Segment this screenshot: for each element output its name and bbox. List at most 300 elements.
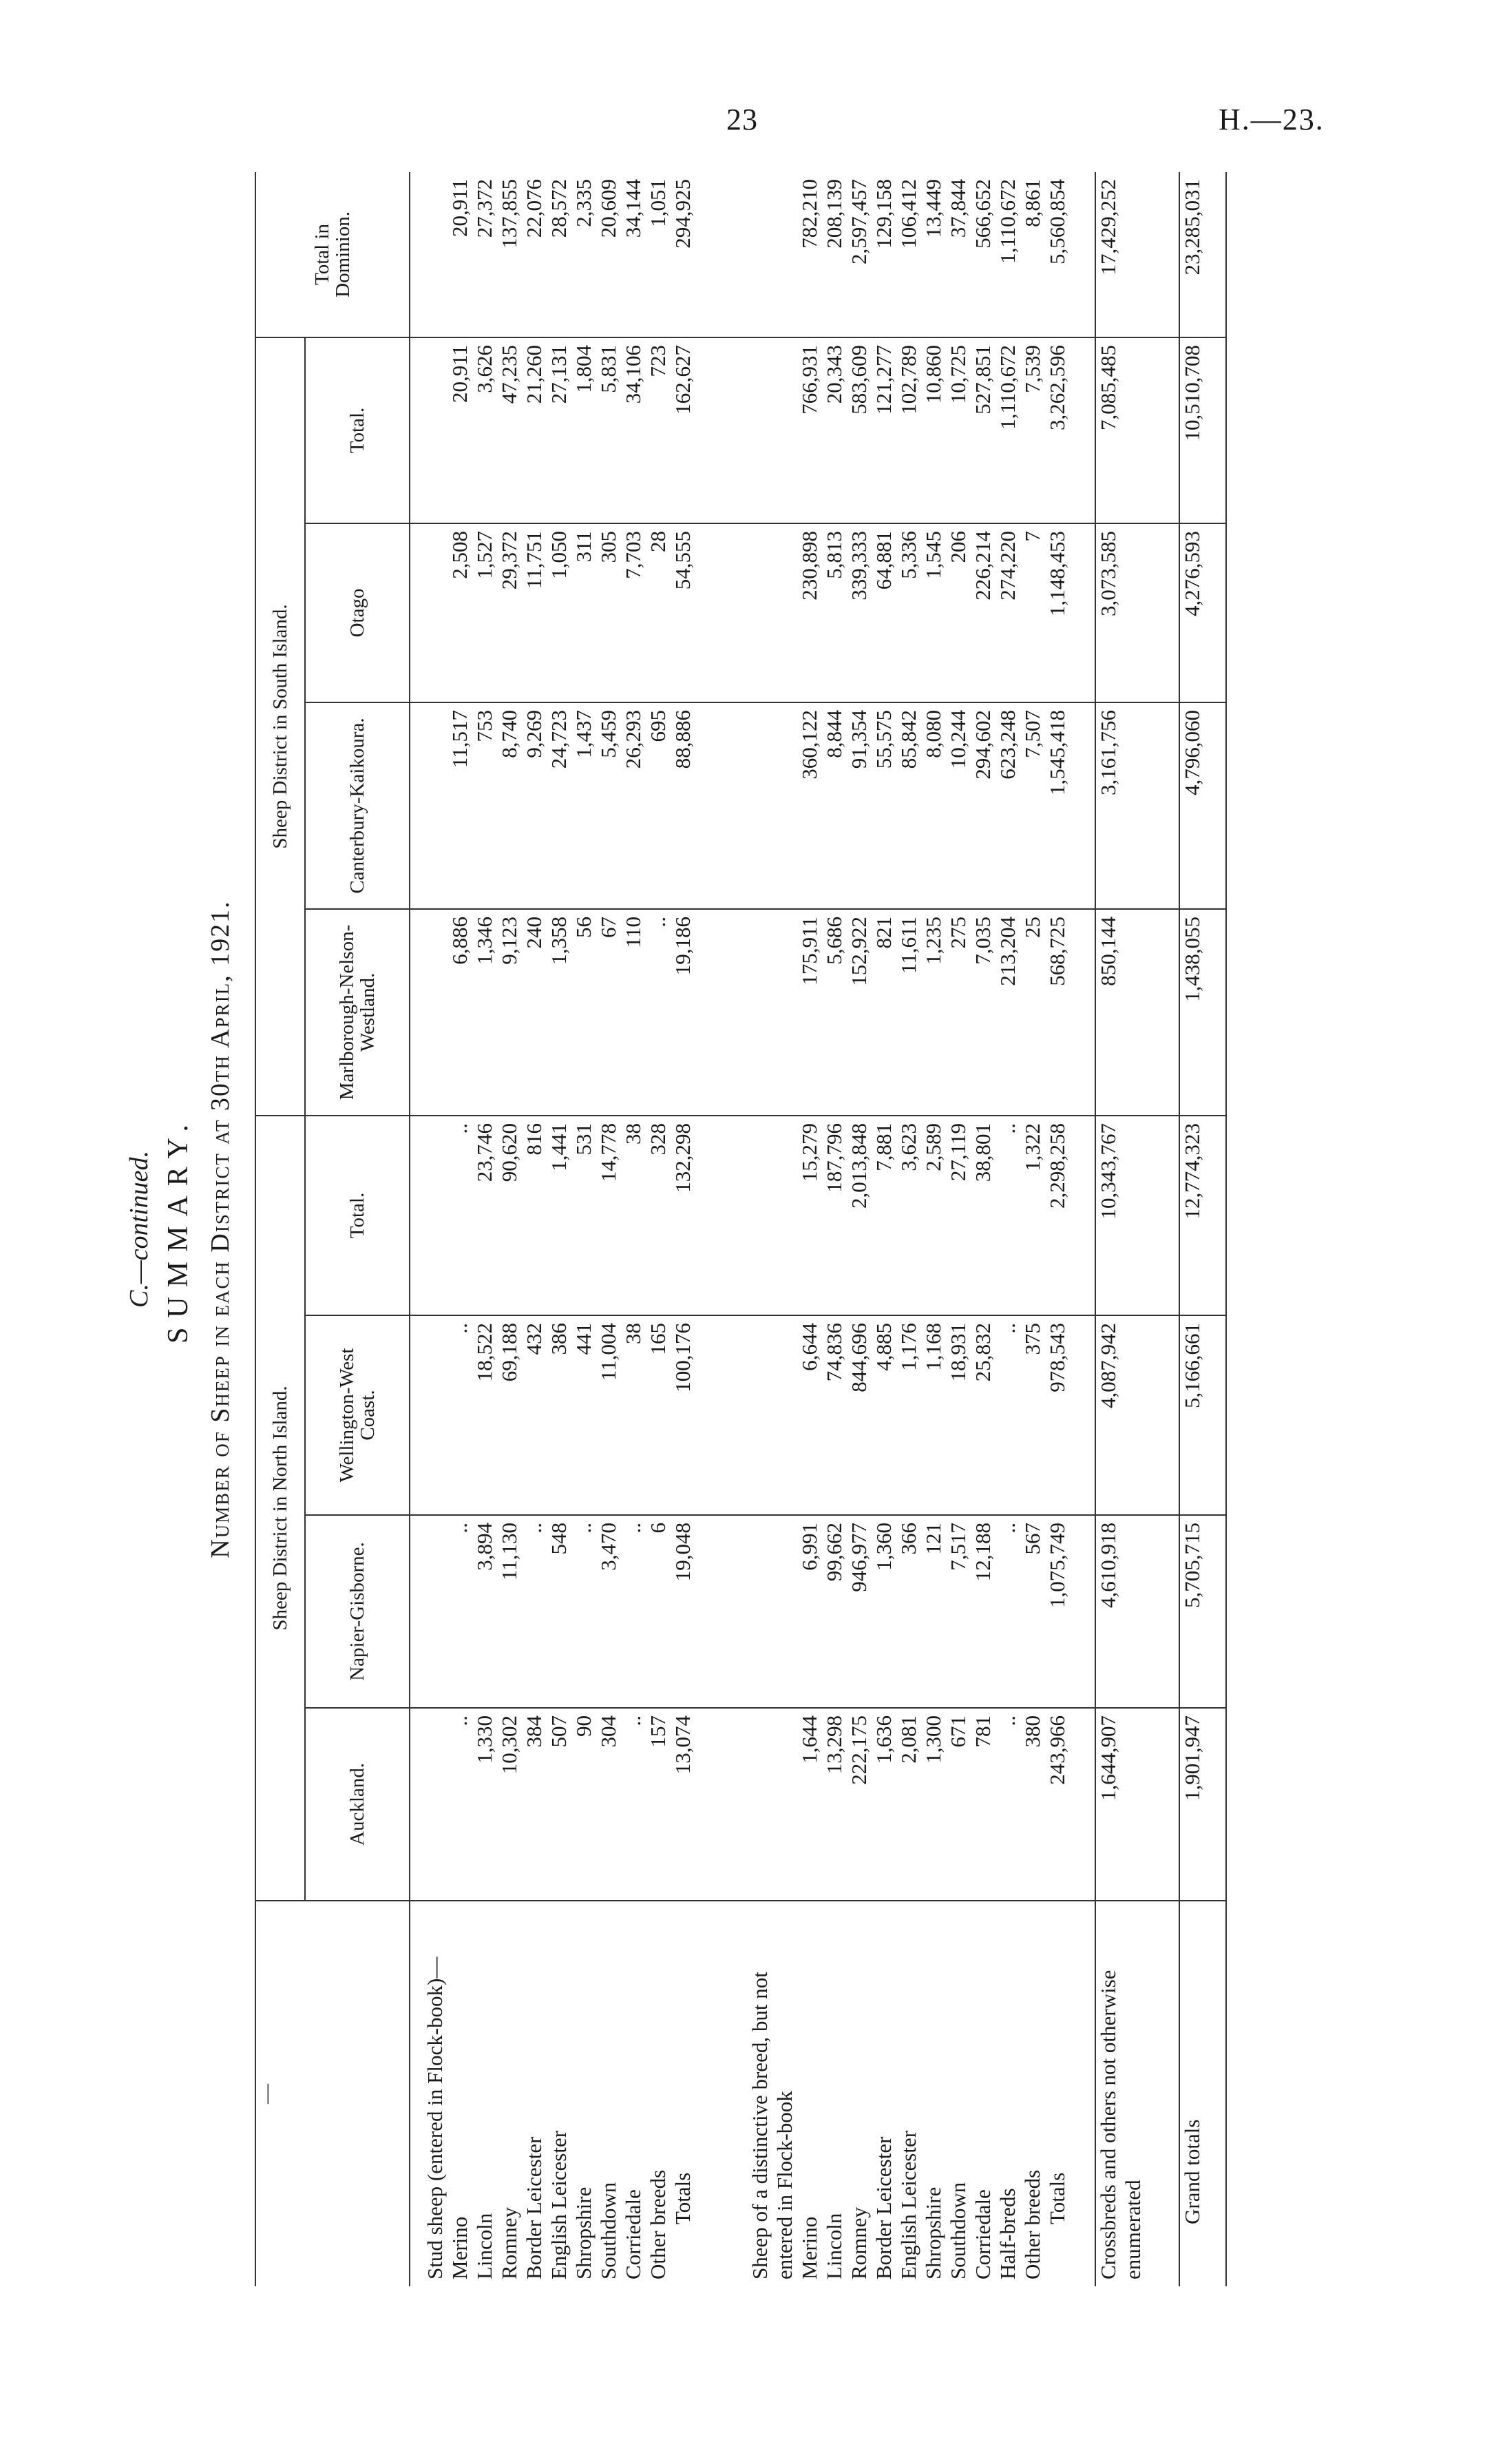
cell-value: 6 bbox=[646, 1515, 671, 1708]
distinct-row bbox=[921, 172, 946, 2286]
cell-value: 723 bbox=[646, 337, 671, 523]
cell-value: 1,051 bbox=[646, 172, 671, 337]
row-label: Other breeds bbox=[1020, 2169, 1044, 2279]
cell-value: 106,412 bbox=[896, 172, 921, 337]
cell-value: 243,966 bbox=[1045, 1708, 1095, 1901]
cell-value: 21,260 bbox=[522, 337, 547, 523]
cell-value: 10,302 bbox=[497, 1708, 522, 1901]
cell-value: 9,269 bbox=[522, 702, 547, 909]
cell-value: 28,572 bbox=[547, 172, 571, 337]
cell-value: .. bbox=[995, 1116, 1020, 1315]
cell-value: 85,842 bbox=[896, 702, 921, 909]
spacer-row bbox=[720, 172, 748, 2286]
column-header-1: Napier-Gisborne. bbox=[305, 1515, 410, 1708]
row-label: Shropshire bbox=[921, 2186, 945, 2279]
distinct-row bbox=[995, 172, 1020, 2286]
cell-value: 360,122 bbox=[797, 702, 822, 909]
cell-value: 6,644 bbox=[797, 1315, 822, 1515]
empty-cell bbox=[720, 1708, 748, 1901]
cell-value: 305 bbox=[596, 523, 621, 702]
row-label: Grand totals bbox=[1180, 2119, 1204, 2224]
cell-value: 8,861 bbox=[1020, 172, 1045, 337]
cell-value: 623,248 bbox=[995, 702, 1020, 909]
north-island-group-header: Sheep District in North Island. bbox=[255, 1116, 305, 1901]
cell-value: 20,609 bbox=[596, 172, 621, 337]
cell-value: 5,686 bbox=[822, 909, 847, 1116]
cell-value: 781 bbox=[971, 1708, 995, 1901]
row-label: Merino bbox=[797, 2216, 821, 2279]
cell-value: 978,543 bbox=[1045, 1315, 1095, 1515]
empty-cell bbox=[410, 702, 423, 909]
empty-cell bbox=[410, 1116, 423, 1315]
cell-value: 567 bbox=[1020, 1515, 1045, 1708]
cell-value: 13,074 bbox=[671, 1708, 720, 1901]
cell-value: 7,507 bbox=[1020, 702, 1045, 909]
cell-value: 304 bbox=[596, 1708, 621, 1901]
cell-value: 328 bbox=[646, 1116, 671, 1315]
cell-value: 12,774,323 bbox=[1179, 1116, 1226, 1315]
cell-value: 1,644 bbox=[797, 1708, 822, 1901]
cell-value: 4,796,060 bbox=[1179, 702, 1226, 909]
cell-value: 507 bbox=[547, 1708, 571, 1901]
empty-cell bbox=[748, 1116, 797, 1315]
row-label bbox=[410, 1901, 423, 2286]
row-label: Southdown bbox=[596, 2182, 620, 2279]
row-label: Border Leicester bbox=[872, 2136, 896, 2279]
cell-value: 782,210 bbox=[797, 172, 822, 337]
cell-value: 7,517 bbox=[946, 1515, 971, 1708]
empty-cell bbox=[423, 702, 447, 909]
cell-value: .. bbox=[447, 1708, 472, 1901]
cell-value: 531 bbox=[571, 1116, 596, 1315]
cell-value: 275 bbox=[946, 909, 971, 1116]
cell-value: .. bbox=[646, 909, 671, 1116]
cell-value: 11,130 bbox=[497, 1515, 522, 1708]
cell-value: 4,885 bbox=[872, 1315, 896, 1515]
south-island-group-header: Sheep District in South Island. bbox=[255, 337, 305, 1116]
cell-value: 1,360 bbox=[872, 1515, 896, 1708]
cell-value: 34,144 bbox=[621, 172, 646, 337]
cell-value: 74,836 bbox=[822, 1315, 847, 1515]
cell-value: 384 bbox=[522, 1708, 547, 1901]
cell-value: 47,235 bbox=[497, 337, 522, 523]
summary-heading: SUMMARY. bbox=[162, 1115, 194, 1344]
cell-value: 9,123 bbox=[497, 909, 522, 1116]
cell-value: 38 bbox=[621, 1315, 646, 1515]
distinct-row bbox=[896, 172, 921, 2286]
empty-cell bbox=[748, 1515, 797, 1708]
row-label: Sheep of a distinctive breed, but not entered in Flock-book bbox=[748, 1972, 797, 2279]
cell-value: 2,081 bbox=[896, 1708, 921, 1901]
cell-value: 2,298,258 bbox=[1045, 1116, 1095, 1315]
cell-value: 753 bbox=[472, 702, 497, 909]
empty-cell bbox=[410, 1708, 423, 1901]
cell-value: 3,894 bbox=[472, 1515, 497, 1708]
cell-value: 274,220 bbox=[995, 523, 1020, 702]
cell-value: 5,459 bbox=[596, 702, 621, 909]
cell-value: 766,931 bbox=[797, 337, 822, 523]
empty-cell bbox=[410, 337, 423, 523]
empty-cell bbox=[720, 1515, 748, 1708]
cell-value: 12,188 bbox=[971, 1515, 995, 1708]
row-label: Romney bbox=[847, 2206, 871, 2279]
stud-row bbox=[621, 172, 646, 2286]
table-subtitle: Number of Sheep in each District at 30th April, 1921. bbox=[206, 900, 235, 1558]
stud-row bbox=[596, 172, 621, 2286]
empty-cell bbox=[720, 909, 748, 1116]
cell-value: 38,801 bbox=[971, 1116, 995, 1315]
empty-cell bbox=[423, 172, 447, 337]
empty-cell bbox=[748, 337, 797, 523]
cell-value: .. bbox=[621, 1515, 646, 1708]
cell-value: 17,429,252 bbox=[1095, 172, 1179, 337]
cell-value: 1,346 bbox=[472, 909, 497, 1116]
cell-value: 1,110,672 bbox=[995, 337, 1020, 523]
column-header-0: Auckland. bbox=[305, 1708, 410, 1901]
cell-value: 2,508 bbox=[447, 523, 472, 702]
row-label: Corriedale bbox=[971, 2189, 995, 2279]
cell-value: 187,796 bbox=[822, 1116, 847, 1315]
cell-value: 25 bbox=[1020, 909, 1045, 1116]
empty-cell bbox=[423, 1116, 447, 1315]
empty-cell bbox=[410, 172, 423, 337]
cell-value: 2,013,848 bbox=[847, 1116, 872, 1315]
cell-value: .. bbox=[621, 1708, 646, 1901]
column-header-7: Total. bbox=[305, 337, 410, 523]
cell-value: 339,333 bbox=[847, 523, 872, 702]
crossbreds-row bbox=[1095, 172, 1179, 2286]
section-heading-distinct bbox=[748, 172, 797, 2286]
cell-value: 1,110,672 bbox=[995, 172, 1020, 337]
row-label: Totals bbox=[671, 2172, 695, 2224]
cell-value: 5,813 bbox=[822, 523, 847, 702]
distinct-row bbox=[1020, 172, 1045, 2286]
cell-value: 3,262,596 bbox=[1045, 337, 1095, 523]
cell-value: .. bbox=[447, 1116, 472, 1315]
cell-value: 230,898 bbox=[797, 523, 822, 702]
stud-row bbox=[646, 172, 671, 2286]
cell-value: 240 bbox=[522, 909, 547, 1116]
cell-value: 3,626 bbox=[472, 337, 497, 523]
empty-cell bbox=[748, 909, 797, 1116]
stud-row bbox=[547, 172, 571, 2286]
cell-value: 23,285,031 bbox=[1179, 172, 1226, 337]
rotated-table-block bbox=[124, 172, 1377, 2286]
cell-value: 69,188 bbox=[497, 1315, 522, 1515]
cell-value: 152,922 bbox=[847, 909, 872, 1116]
cell-value: 7,703 bbox=[621, 523, 646, 702]
cell-value: 67 bbox=[596, 909, 621, 1116]
row-label: Lincoln bbox=[472, 2213, 496, 2279]
cell-value: 568,725 bbox=[1045, 909, 1095, 1116]
cell-value: 4,087,942 bbox=[1095, 1315, 1179, 1515]
cell-value: 7,085,485 bbox=[1095, 337, 1179, 523]
empty-cell bbox=[410, 1315, 423, 1515]
cell-value: 132,298 bbox=[671, 1116, 720, 1315]
cell-value: 527,851 bbox=[971, 337, 995, 523]
row-label: Stud sheep (entered in Flock-book)— bbox=[423, 1956, 447, 2279]
cell-value: 1,545,418 bbox=[1045, 702, 1095, 909]
page-number: 23 bbox=[726, 103, 758, 136]
cell-value: 13,449 bbox=[921, 172, 946, 337]
cell-value: 10,860 bbox=[921, 337, 946, 523]
cell-value: 206 bbox=[946, 523, 971, 702]
cell-value: 3,161,756 bbox=[1095, 702, 1179, 909]
cell-value: 4,276,593 bbox=[1179, 523, 1226, 702]
cell-value: 18,931 bbox=[946, 1315, 971, 1515]
cell-value: 2,335 bbox=[571, 172, 596, 337]
cell-value: 671 bbox=[946, 1708, 971, 1901]
cell-value: 28 bbox=[646, 523, 671, 702]
cell-value: 88,886 bbox=[671, 702, 720, 909]
cell-value: 90,620 bbox=[497, 1116, 522, 1315]
stud-row bbox=[447, 172, 472, 2286]
cell-value: 11,751 bbox=[522, 523, 547, 702]
row-label: English Leicester bbox=[547, 2130, 571, 2279]
cell-value: 226,214 bbox=[971, 523, 995, 702]
cell-value: 175,911 bbox=[797, 909, 822, 1116]
cell-value: 5,560,854 bbox=[1045, 172, 1095, 337]
distinct-row bbox=[946, 172, 971, 2286]
stud-row bbox=[497, 172, 522, 2286]
cell-value: 99,662 bbox=[822, 1515, 847, 1708]
cell-value: 25,832 bbox=[971, 1315, 995, 1515]
cell-value: 1,644,907 bbox=[1095, 1708, 1179, 1901]
dominion-total-header: Total in Dominion. bbox=[255, 172, 410, 337]
empty-cell bbox=[410, 1515, 423, 1708]
cell-value: 91,354 bbox=[847, 702, 872, 909]
empty-cell bbox=[423, 1708, 447, 1901]
cell-value: 64,881 bbox=[872, 523, 896, 702]
cell-value: 366 bbox=[896, 1515, 921, 1708]
cell-value: 1,176 bbox=[896, 1315, 921, 1515]
cell-value: 56 bbox=[571, 909, 596, 1116]
distinct-row bbox=[971, 172, 995, 2286]
cell-value: 10,343,767 bbox=[1095, 1116, 1179, 1315]
cell-value: 3,470 bbox=[596, 1515, 621, 1708]
cell-value: 157 bbox=[646, 1708, 671, 1901]
stud-row bbox=[571, 172, 596, 2286]
empty-cell bbox=[410, 523, 423, 702]
empty-cell bbox=[748, 1708, 797, 1901]
distinct-row bbox=[847, 172, 872, 2286]
grand-totals-row bbox=[1179, 172, 1226, 2286]
cell-value: 386 bbox=[547, 1315, 571, 1515]
cell-value: 1,300 bbox=[921, 1708, 946, 1901]
cell-value: .. bbox=[447, 1515, 472, 1708]
row-label: Merino bbox=[447, 2216, 472, 2279]
cell-value: 695 bbox=[646, 702, 671, 909]
row-label: Romney bbox=[497, 2206, 521, 2279]
empty-cell bbox=[748, 172, 797, 337]
cell-value: 37,844 bbox=[946, 172, 971, 337]
empty-cell bbox=[748, 1315, 797, 1515]
cell-value: 102,789 bbox=[896, 337, 921, 523]
empty-cell bbox=[423, 909, 447, 1116]
cell-value: 15,279 bbox=[797, 1116, 822, 1315]
cell-value: 821 bbox=[872, 909, 896, 1116]
distinct-row bbox=[797, 172, 822, 2286]
cell-value: 121,277 bbox=[872, 337, 896, 523]
cell-value: 432 bbox=[522, 1315, 547, 1515]
cell-value: 1,322 bbox=[1020, 1116, 1045, 1315]
cell-value: 294,602 bbox=[971, 702, 995, 909]
cell-value: 54,555 bbox=[671, 523, 720, 702]
cell-value: 55,575 bbox=[872, 702, 896, 909]
cell-value: 4,610,918 bbox=[1095, 1515, 1179, 1708]
cell-value: 6,991 bbox=[797, 1515, 822, 1708]
empty-cell bbox=[720, 523, 748, 702]
label-header: — bbox=[255, 2084, 277, 2104]
row-label: Other breeds bbox=[646, 2169, 670, 2279]
cell-value: 100,176 bbox=[671, 1315, 720, 1515]
cell-value: 1,168 bbox=[921, 1315, 946, 1515]
cell-value: 7,539 bbox=[1020, 337, 1045, 523]
cell-value: 375 bbox=[1020, 1315, 1045, 1515]
stud-row bbox=[472, 172, 497, 2286]
section-heading-stud bbox=[423, 172, 447, 2286]
cell-value: 7,035 bbox=[971, 909, 995, 1116]
cell-value: 14,778 bbox=[596, 1116, 621, 1315]
cell-value: 11,611 bbox=[896, 909, 921, 1116]
continued-heading: C.—continued. bbox=[125, 1151, 154, 1308]
cell-value: 27,131 bbox=[547, 337, 571, 523]
cell-value: 165 bbox=[646, 1315, 671, 1515]
distinct-totals-row bbox=[1045, 172, 1095, 2286]
row-label: Half-breds bbox=[995, 2188, 1020, 2279]
empty-cell bbox=[720, 1315, 748, 1515]
cell-value: 24,723 bbox=[547, 702, 571, 909]
cell-value: 1,804 bbox=[571, 337, 596, 523]
cell-value: 213,204 bbox=[995, 909, 1020, 1116]
cell-value: 548 bbox=[547, 1515, 571, 1708]
row-label: Corriedale bbox=[621, 2189, 645, 2279]
row-label: Shropshire bbox=[571, 2186, 596, 2279]
cell-value: 29,372 bbox=[497, 523, 522, 702]
cell-value: 2,589 bbox=[921, 1116, 946, 1315]
cell-value: 10,510,708 bbox=[1179, 337, 1226, 523]
cell-value: 3,623 bbox=[896, 1116, 921, 1315]
cell-value: 27,119 bbox=[946, 1116, 971, 1315]
empty-cell bbox=[720, 1116, 748, 1315]
spacer-row bbox=[410, 172, 423, 2286]
column-header-5: Canterbury-Kaikoura. bbox=[305, 702, 410, 909]
cell-value: 1,545 bbox=[921, 523, 946, 702]
cell-value: 7 bbox=[1020, 523, 1045, 702]
column-header-2: Wellington-West Coast. bbox=[305, 1315, 410, 1515]
cell-value: 34,106 bbox=[621, 337, 646, 523]
cell-value: 38 bbox=[621, 1116, 646, 1315]
distinct-row bbox=[822, 172, 847, 2286]
table-body bbox=[410, 172, 1226, 2286]
stud-row bbox=[522, 172, 547, 2286]
cell-value: 208,139 bbox=[822, 172, 847, 337]
row-label: Totals bbox=[1045, 2172, 1069, 2224]
empty-cell bbox=[423, 1315, 447, 1515]
empty-cell bbox=[423, 337, 447, 523]
cell-value: 7,881 bbox=[872, 1116, 896, 1315]
cell-value: .. bbox=[522, 1515, 547, 1708]
column-header-3: Total. bbox=[305, 1116, 410, 1315]
cell-value: 3,073,585 bbox=[1095, 523, 1179, 702]
cell-value: 121 bbox=[921, 1515, 946, 1708]
cell-value: 19,048 bbox=[671, 1515, 720, 1708]
cell-value: 19,186 bbox=[671, 909, 720, 1116]
cell-value: 1,901,947 bbox=[1179, 1708, 1226, 1901]
empty-cell bbox=[423, 1515, 447, 1708]
cell-value: 20,343 bbox=[822, 337, 847, 523]
cell-value: .. bbox=[571, 1515, 596, 1708]
cell-value: 5,705,715 bbox=[1179, 1515, 1226, 1708]
cell-value: 8,740 bbox=[497, 702, 522, 909]
cell-value: 90 bbox=[571, 1708, 596, 1901]
column-header-6: Otago bbox=[305, 523, 410, 702]
empty-cell bbox=[410, 909, 423, 1116]
cell-value: 137,855 bbox=[497, 172, 522, 337]
cell-value: 1,358 bbox=[547, 909, 571, 1116]
cell-value: 110 bbox=[621, 909, 646, 1116]
empty-cell bbox=[748, 702, 797, 909]
row-label: Border Leicester bbox=[522, 2136, 546, 2279]
cell-value: 1,437 bbox=[571, 702, 596, 909]
cell-value: 1,148,453 bbox=[1045, 523, 1095, 702]
cell-value: 2,597,457 bbox=[847, 172, 872, 337]
row-label: Southdown bbox=[946, 2182, 970, 2279]
row-label bbox=[720, 1901, 748, 2286]
cell-value: 566,652 bbox=[971, 172, 995, 337]
cell-value: 5,831 bbox=[596, 337, 621, 523]
cell-value: 583,609 bbox=[847, 337, 872, 523]
cell-value: 11,517 bbox=[447, 702, 472, 909]
cell-value: 1,235 bbox=[921, 909, 946, 1116]
cell-value: 129,158 bbox=[872, 172, 896, 337]
empty-cell bbox=[748, 523, 797, 702]
cell-value: 20,911 bbox=[447, 337, 472, 523]
cell-value: .. bbox=[995, 1315, 1020, 1515]
cell-value: 27,372 bbox=[472, 172, 497, 337]
empty-cell bbox=[720, 337, 748, 523]
cell-value: 311 bbox=[571, 523, 596, 702]
cell-value: 380 bbox=[1020, 1708, 1045, 1901]
cell-value: 162,627 bbox=[671, 337, 720, 523]
column-header-4: Marlborough-Nelson-Westland. bbox=[305, 909, 410, 1116]
cell-value: .. bbox=[995, 1708, 1020, 1901]
cell-value: 8,080 bbox=[921, 702, 946, 909]
cell-value: 1,330 bbox=[472, 1708, 497, 1901]
cell-value: 222,175 bbox=[847, 1708, 872, 1901]
cell-value: 22,076 bbox=[522, 172, 547, 337]
row-label: Crossbreds and others not otherwise enumerated bbox=[1096, 1970, 1145, 2279]
cell-value: 844,696 bbox=[847, 1315, 872, 1515]
cell-value: 850,144 bbox=[1095, 909, 1179, 1116]
page-code: H.—23. bbox=[1219, 103, 1325, 136]
cell-value: 1,050 bbox=[547, 523, 571, 702]
row-label: Lincoln bbox=[822, 2213, 846, 2279]
cell-value: 10,725 bbox=[946, 337, 971, 523]
cell-value: 6,886 bbox=[447, 909, 472, 1116]
cell-value: 294,925 bbox=[671, 172, 720, 337]
distinct-row bbox=[872, 172, 896, 2286]
cell-value: .. bbox=[995, 1515, 1020, 1708]
cell-value: 1,636 bbox=[872, 1708, 896, 1901]
cell-value: 5,336 bbox=[896, 523, 921, 702]
cell-value: 816 bbox=[522, 1116, 547, 1315]
sheep-summary-table bbox=[255, 172, 1227, 2286]
cell-value: 11,004 bbox=[596, 1315, 621, 1515]
cell-value: 20,911 bbox=[447, 172, 472, 337]
cell-value: 1,438,055 bbox=[1179, 909, 1226, 1116]
cell-value: 13,298 bbox=[822, 1708, 847, 1901]
